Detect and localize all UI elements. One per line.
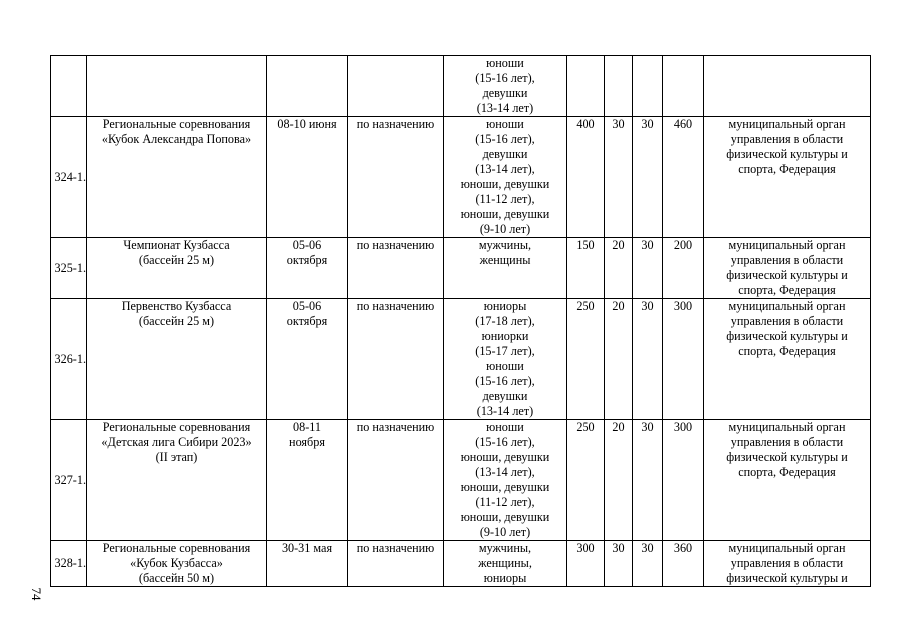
page-number: 74	[29, 587, 44, 601]
count-total-cell	[663, 56, 704, 117]
event-name-cell: Региональные соревнования «Кубок Кузбасса» (бассейн 50 м)	[87, 541, 267, 587]
table-row	[51, 299, 871, 420]
participant-groups-cell: мужчины, женщины, юниоры	[444, 541, 567, 587]
event-dates-cell: 05-06 октября	[267, 299, 348, 420]
event-venue-cell: по назначению	[348, 541, 444, 587]
row-number-cell: 324-1.	[51, 117, 87, 238]
event-dates-cell: 05-06 октября	[267, 238, 348, 299]
event-venue-cell	[348, 56, 444, 117]
row-number-cell: 327-1.	[51, 420, 87, 541]
row-number-cell	[51, 56, 87, 117]
event-dates-cell: 08-11 ноября	[267, 420, 348, 541]
count-participants-cell: 300	[567, 541, 605, 587]
count-coaches-cell	[605, 56, 633, 117]
count-coaches-cell: 20	[605, 238, 633, 299]
event-venue-cell: по назначению	[348, 299, 444, 420]
participant-groups-cell: юноши (15-16 лет), девушки (13-14 лет)	[444, 56, 567, 117]
event-dates-cell	[267, 56, 348, 117]
row-number-cell: 328-1.	[51, 541, 87, 587]
event-name-cell	[87, 56, 267, 117]
events-table	[50, 55, 871, 587]
event-dates-cell: 30-31 мая	[267, 541, 348, 587]
participant-groups-cell: юноши (15-16 лет), девушки (13-14 лет), юноши, девушки (11-12 лет), юноши, девушки (9-10 лет)	[444, 117, 567, 238]
count-judges-cell	[633, 56, 663, 117]
event-venue-cell: по назначению	[348, 420, 444, 541]
event-name-cell: Чемпионат Кузбасса (бассейн 25 м)	[87, 238, 267, 299]
count-total-cell: 360	[663, 541, 704, 587]
organizer-cell: муниципальный орган управления в области физической культуры и	[704, 541, 871, 587]
count-total-cell: 460	[663, 117, 704, 238]
organizer-cell: муниципальный орган управления в области физической культуры и спорта, Федерация	[704, 117, 871, 238]
count-judges-cell: 30	[633, 420, 663, 541]
count-participants-cell: 400	[567, 117, 605, 238]
table-row	[51, 541, 871, 587]
event-venue-cell: по назначению	[348, 238, 444, 299]
count-judges-cell: 30	[633, 541, 663, 587]
count-total-cell: 200	[663, 238, 704, 299]
count-judges-cell: 30	[633, 238, 663, 299]
count-participants-cell: 250	[567, 420, 605, 541]
count-total-cell: 300	[663, 299, 704, 420]
event-name-cell: Первенство Кузбасса (бассейн 25 м)	[87, 299, 267, 420]
event-venue-cell: по назначению	[348, 117, 444, 238]
table-row	[51, 420, 871, 541]
count-judges-cell: 30	[633, 117, 663, 238]
count-participants-cell	[567, 56, 605, 117]
count-participants-cell: 150	[567, 238, 605, 299]
organizer-cell	[704, 56, 871, 117]
participant-groups-cell: мужчины, женщины	[444, 238, 567, 299]
event-dates-cell: 08-10 июня	[267, 117, 348, 238]
count-coaches-cell: 30	[605, 541, 633, 587]
table-body	[51, 56, 871, 587]
event-name-cell: Региональные соревнования «Кубок Александра Попова»	[87, 117, 267, 238]
organizer-cell: муниципальный орган управления в области физической культуры и спорта, Федерация	[704, 238, 871, 299]
count-coaches-cell: 20	[605, 420, 633, 541]
organizer-cell: муниципальный орган управления в области физической культуры и спорта, Федерация	[704, 299, 871, 420]
row-number-cell: 326-1.	[51, 299, 87, 420]
count-judges-cell: 30	[633, 299, 663, 420]
table-row	[51, 238, 871, 299]
count-participants-cell: 250	[567, 299, 605, 420]
count-total-cell: 300	[663, 420, 704, 541]
participant-groups-cell: юноши (15-16 лет), юноши, девушки (13-14 лет), юноши, девушки (11-12 лет), юноши, девушки (9-10 лет)	[444, 420, 567, 541]
organizer-cell: муниципальный орган управления в области физической культуры и спорта, Федерация	[704, 420, 871, 541]
count-coaches-cell: 20	[605, 299, 633, 420]
event-name-cell: Региональные соревнования «Детская лига Сибири 2023» (II этап)	[87, 420, 267, 541]
participant-groups-cell: юниоры (17-18 лет), юниорки (15-17 лет), юноши (15-16 лет), девушки (13-14 лет)	[444, 299, 567, 420]
row-number-cell: 325-1.	[51, 238, 87, 299]
count-coaches-cell: 30	[605, 117, 633, 238]
table-row	[51, 56, 871, 117]
table-row	[51, 117, 871, 238]
